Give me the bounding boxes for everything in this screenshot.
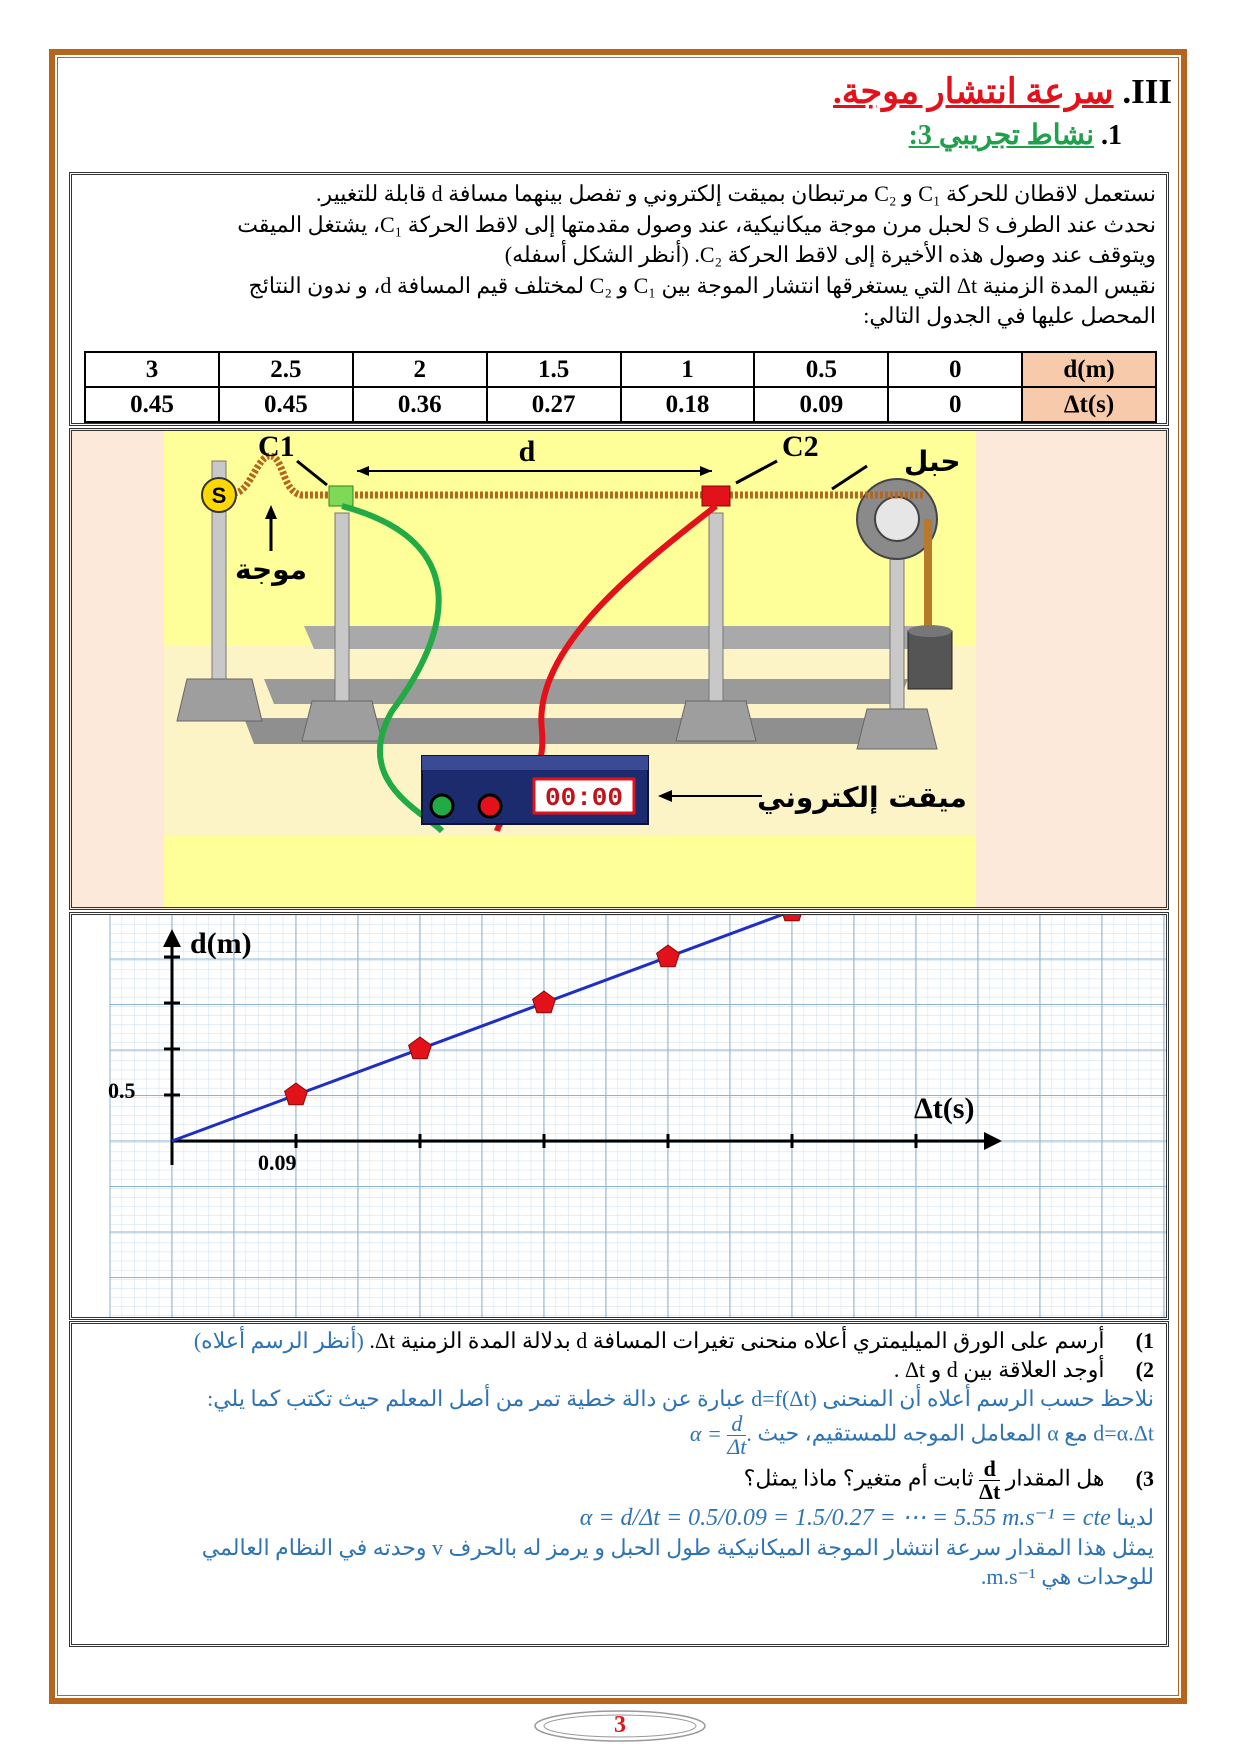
intro-line: نقيس المدة الزمنية Δt التي يستغرقها انتشار الموجة بين C₁ و C₂ لمختلف قيم المسافة d، و ندون النتائج	[248, 272, 1156, 298]
source-label: S	[211, 483, 227, 508]
y-axis-label: d(m)	[190, 927, 252, 960]
table-cell: 0.5	[754, 352, 888, 387]
question-3: 3) هل المقدار $\frac{d}{\Delta t}$ ثابت أم متغير؟ ماذا يمثل؟	[743, 1456, 1154, 1504]
table-cell: 2.5	[219, 352, 353, 387]
fraction: $\frac{d}{\Delta t}$	[979, 1456, 1001, 1504]
table-row-d	[85, 352, 1156, 387]
x-axis-label: Δt(s)	[914, 1092, 975, 1125]
activity-title: 1. نشاط تجريبي 3:	[908, 120, 1122, 151]
table-cell: 0.18	[621, 387, 755, 422]
table-row-t	[85, 387, 1156, 422]
c1-label: C1	[258, 431, 295, 463]
answer-3-line1: لدينا α = d/Δt = 0.5/0.09 = 1.5/0.27 = ⋯ = 5.55 m.s⁻¹ = cte	[579, 1505, 1154, 1531]
d-vs-t-chart	[72, 915, 1166, 1317]
table-cell: 1.5	[487, 352, 621, 387]
fraction: $\frac{d}{\Delta t}$	[727, 1411, 747, 1459]
wave-label: موجة	[234, 553, 308, 586]
intro-line: نستعمل لاقطان للحركة C₁ و C₂ مرتبطان بميقت إلكتروني و تفصل بينهما مسافة d قابلة للتغيير.	[316, 181, 1156, 206]
y-tick-label: 0.5	[108, 1078, 136, 1103]
question-2: 2) أوجد العلاقة بين d و Δt .	[893, 1357, 1154, 1382]
rope-label: حبل	[904, 445, 961, 478]
question-1: 1) أرسم على الورق الميليمتري أعلاه منحنى تغيرات المسافة d بدلالة المدة الزمنية Δt. (أنظر الرسم أعلاه)	[193, 1328, 1154, 1353]
answer-2-line2: d=α.Δt مع α المعامل الموجه للمستقيم، حيث α = $\frac{d}{\Delta t}$ .	[689, 1411, 1154, 1459]
intro-line: المحصل عليها في الجدول التالي:	[863, 303, 1156, 328]
section-title: III. سرعة انتشار موجة.	[833, 72, 1172, 111]
measurements-table	[84, 351, 1157, 423]
setup-figure	[69, 428, 1169, 910]
table-cell: 0	[888, 387, 1022, 422]
x-tick-label: 0.09	[258, 1150, 297, 1175]
answer-2-line1: نلاحظ حسب الرسم أعلاه أن المنحنى d=f(Δt) عبارة عن دالة خطية تمر من أصل المعلم حيث تكتب كما يلي:	[207, 1386, 1154, 1411]
timer-label: ميقت إلكتروني	[757, 781, 967, 814]
table-cell: 0.45	[85, 387, 219, 422]
table-header-d: d(m)	[1022, 352, 1156, 387]
table-cell: 0.45	[219, 387, 353, 422]
distance-label: d	[518, 435, 536, 468]
intro-line: نحدث عند الطرف S لحبل مرن موجة ميكانيكية، عند وصول مقدمتها إلى لاقط الحركة C₁، يشتغل الميقت	[237, 211, 1156, 237]
table-cell: 0	[888, 352, 1022, 387]
timer-display: 00:00	[544, 783, 624, 813]
answer-3-line2: يمثل هذا المقدار سرعة انتشار الموجة الميكانيكية طول الحبل و يرمز له بالحرف v وحدته في النظام العالمي	[201, 1535, 1154, 1560]
questions-box	[69, 1321, 1169, 1647]
graph-panel	[69, 912, 1169, 1320]
answer-3-line3: للوحدات هي m.s⁻¹.	[980, 1564, 1154, 1589]
c2-label: C2	[782, 431, 819, 463]
setup-diagram	[72, 431, 1166, 907]
table-cell: 0.36	[353, 387, 487, 422]
page-number: 3	[614, 1712, 626, 1738]
intro-line: ويتوقف عند وصول هذه الأخيرة إلى لاقط الحركة C₂. (أنظر الشكل أسفله)	[504, 242, 1156, 267]
table-header-t: Δt(s)	[1022, 387, 1156, 422]
table-cell: 0.09	[754, 387, 888, 422]
table-cell: 1	[621, 352, 755, 387]
table-cell: 2	[353, 352, 487, 387]
table-cell: 0.27	[487, 387, 621, 422]
table-cell: 3	[85, 352, 219, 387]
